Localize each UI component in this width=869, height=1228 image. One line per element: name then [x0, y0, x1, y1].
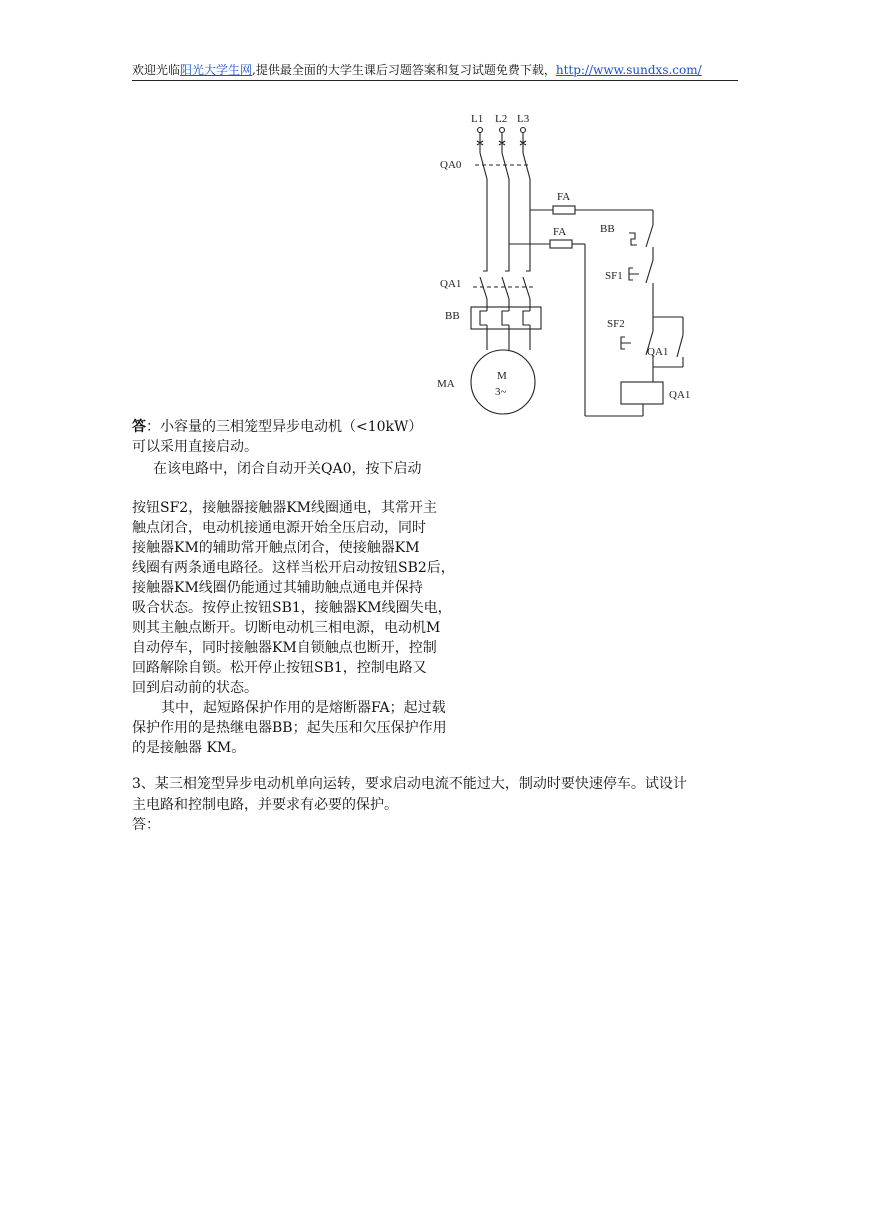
label-l2: L2 — [495, 113, 508, 125]
answer-line-7: 接触器KM线圈仍能通过其辅助触点通电并保持 — [132, 580, 423, 596]
answer-line-3: 按钮SF2，接触器接触器KM线圈通电，其常开主 — [132, 500, 438, 516]
answer-line-5: 接触器KM的辅助常开触点闭合，使接触器KM — [132, 540, 420, 556]
url-link[interactable]: http://www.sundxs.com/ — [555, 63, 702, 77]
label-bb-left: BB — [445, 310, 460, 322]
answer-line-2: 在该电路中，闭合自动开关QA0，按下启动 — [153, 461, 422, 477]
label-motor-m: M — [497, 370, 507, 382]
label-fa-top: FA — [557, 191, 571, 203]
answer-line-13: 其中，起短路保护作用的是熔断器FA；起过载 — [161, 700, 446, 716]
label-qa1-contact: QA1 — [647, 346, 669, 358]
header-middle: ,提供最全面的大学生课后习题答案和复习试题免费下载， — [252, 63, 556, 77]
circuit-diagram — [425, 105, 725, 420]
label-qa1-left: QA1 — [440, 278, 462, 290]
answer-line-8: 吸合状态。按停止按钮SB1，接触器KM线圈失电， — [132, 600, 452, 616]
label-bb-right: BB — [600, 223, 615, 235]
label-motor-phase: 3~ — [495, 386, 507, 398]
label-sf2: SF2 — [607, 318, 625, 330]
header-prefix: 欢迎光临 — [132, 63, 181, 77]
page-header — [132, 62, 738, 81]
question-answer-label: 答： — [132, 817, 160, 833]
label-l1: L1 — [471, 113, 484, 125]
answer-line-9: 则其主触点断开。切断电动机三相电源，电动机M — [132, 620, 441, 636]
answer-line-11: 回路解除自锁。松开停止按钮SB1，控制电路又 — [132, 660, 427, 676]
label-qa0: QA0 — [440, 159, 462, 171]
answer-line-6: 线圈有两条通电路径。这样当松开启动按钮SB2后， — [132, 560, 455, 576]
site-link[interactable]: 阳光大学生网 — [180, 63, 253, 77]
question-line-1: 主电路和控制电路，并要求有必要的保护。 — [132, 797, 398, 813]
answer-line-4: 触点闭合，电动机接通电源开始全压启动，同时 — [132, 520, 426, 536]
answer-line-0: 答：小容量的三相笼型异步电动机（<10kW） — [132, 419, 423, 435]
label-fa-bottom: FA — [553, 226, 567, 238]
answer-line-1: 可以采用直接启动。 — [132, 439, 258, 455]
label-ma: MA — [437, 378, 455, 390]
answer-label: 答 — [132, 419, 146, 435]
answer-line-10: 自动停车，同时接触器KM自锁触点也断开，控制 — [132, 640, 437, 656]
label-sf1: SF1 — [605, 270, 623, 282]
label-qa1-coil: QA1 — [669, 389, 691, 401]
question-line-0: 3、某三相笼型异步电动机单向运转，要求启动电流不能过大，制动时要快速停车。试设计 — [132, 776, 687, 792]
answer-line-15: 的是接触器 KM。 — [132, 740, 246, 756]
label-l3: L3 — [517, 113, 530, 125]
answer-line-12: 回到启动前的状态。 — [132, 680, 258, 696]
answer-line-14: 保护作用的是热继电器BB；起失压和欠压保护作用 — [132, 720, 447, 736]
